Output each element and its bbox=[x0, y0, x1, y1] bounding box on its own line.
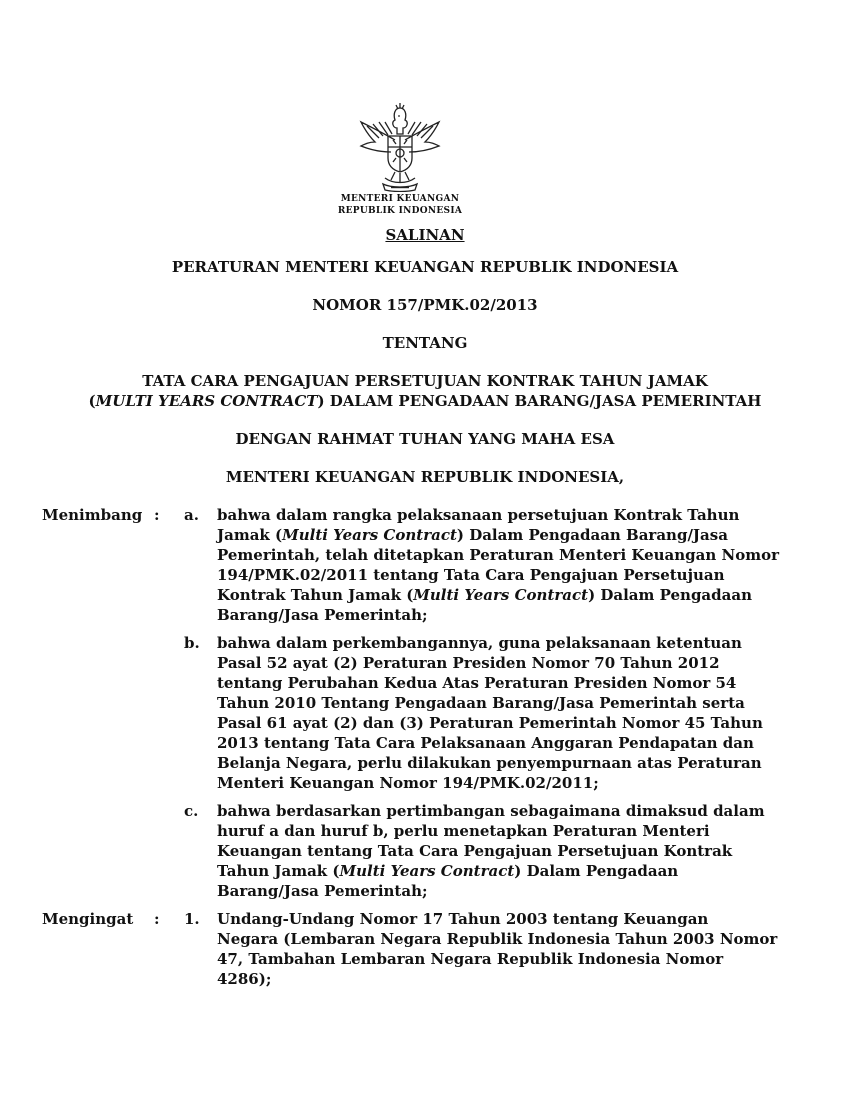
subject-line1: TATA CARA PENGAJUAN PERSETUJUAN KONTRAK TAHUN JAMAK bbox=[142, 372, 708, 390]
item-marker-b: b. bbox=[184, 634, 200, 652]
item-marker-a: a. bbox=[184, 506, 199, 524]
ministry-name-line2: REPUBLIK INDONESIA bbox=[337, 206, 463, 216]
garuda-emblem-icon bbox=[355, 100, 445, 192]
mengingat-label: Mengingat bbox=[42, 910, 134, 928]
regulation-number: NOMOR 157/PMK.02/2013 bbox=[312, 296, 538, 314]
item-marker-c: c. bbox=[184, 802, 199, 820]
mengingat-colon: : bbox=[154, 910, 160, 928]
minister-line: MENTERI KEUANGAN REPUBLIK INDONESIA, bbox=[225, 468, 625, 486]
subject-line2: (MULTI YEARS CONTRACT) DALAM PENGADAAN BARANG/JASA PEMERINTAH bbox=[88, 392, 762, 410]
about-label: TENTANG bbox=[382, 334, 468, 352]
list-item-b: bahwa dalam perkembangannya, guna pelaksanaan ketentuan Pasal 52 ayat (2) Peraturan Presiden Nomor 70 Tahun 2012 tentang Perubahan Kedua Atas Peraturan Presiden Nomor 54 Tahun 2010 Tentang Pengadaan Barang/Jasa Pemerintah serta Pasal 61 ayat (2) dan (3) Peraturan Pemerintah Nomor 45 Tahun 2013 tentang Tata Cara Pelaksanaan Anggaran Pendapatan dan Belanja Negara, perlu dilakukan penyempurnaan atas Peraturan Menteri Keuangan Nomor 194/PMK.02/2011; bbox=[217, 634, 763, 792]
blessing-line: DENGAN RAHMAT TUHAN YANG MAHA ESA bbox=[235, 430, 615, 448]
copy-label: SALINAN bbox=[385, 226, 465, 244]
list-item-c: bahwa berdasarkan pertimbangan sebagaimana dimaksud dalam huruf a dan huruf b, perlu menetapkan Peraturan Menteri Keuangan tentang Tata Cara Pengajuan Persetujuan Kontrak Tahun Jamak (Multi Years Contract) Dalam Pengadaan Barang/Jasa Pemerintah; bbox=[217, 802, 765, 900]
list-item-1: Undang-Undang Nomor 17 Tahun 2003 tentang Keuangan Negara (Lembaran Negara Republik Indonesia Tahun 2003 Nomor 47, Tambahan Lembaran Negara Republik Indonesia Nomor 4286); bbox=[217, 910, 778, 988]
regulation-title: PERATURAN MENTERI KEUANGAN REPUBLIK INDONESIA bbox=[171, 258, 679, 276]
ministry-name-line1: MENTERI KEUANGAN bbox=[340, 194, 460, 204]
menimbang-colon: : bbox=[154, 506, 160, 524]
menimbang-label: Menimbang bbox=[42, 506, 143, 524]
item-marker-1: 1. bbox=[184, 910, 200, 928]
list-item-a: bahwa dalam rangka pelaksanaan persetujuan Kontrak Tahun Jamak (Multi Years Contract) Dalam Pengadaan Barang/Jasa Pemerintah, telah ditetapkan Peraturan Menteri Keuangan Nomor 194/PMK.02/2011 tentang Tata Cara Pengajuan Persetujuan Kontrak Tahun Jamak (Multi Years Contract) Dalam Pengadaan Barang/Jasa Pemerintah; bbox=[217, 506, 779, 624]
